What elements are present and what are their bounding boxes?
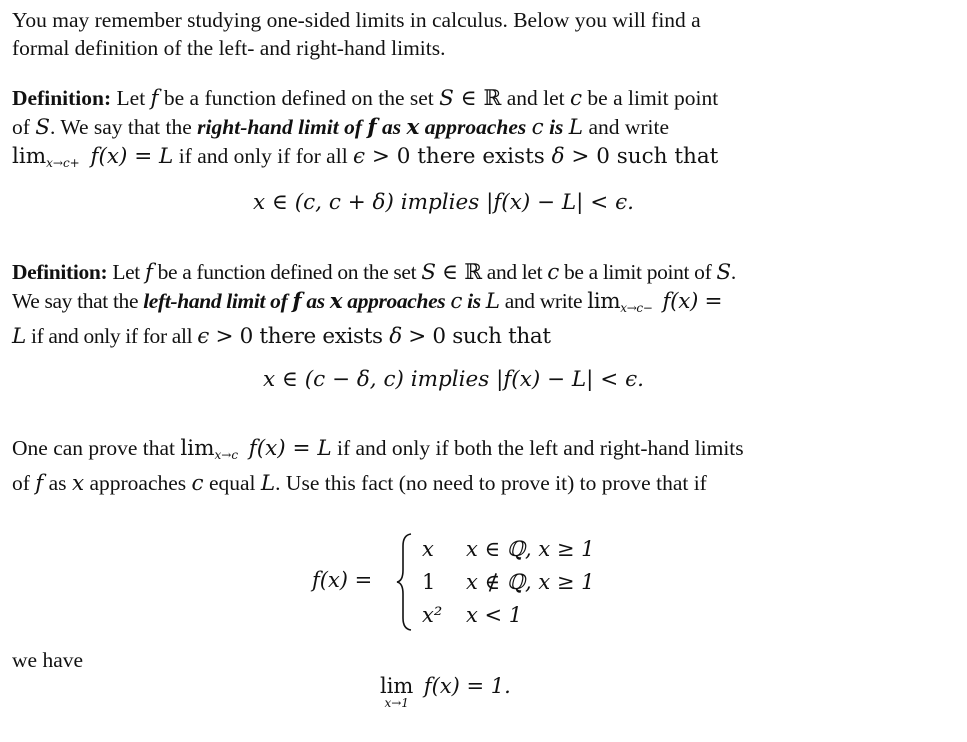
math-f: f xyxy=(35,471,44,496)
text: We say that the xyxy=(12,289,144,313)
lim-subscript: x→c xyxy=(214,448,239,462)
definition-label: Definition: xyxy=(12,260,108,284)
math-S: S xyxy=(35,115,51,140)
right-hand-display-equation: x ∈ (c, c + δ) implies |f(x) − L| < ϵ. xyxy=(253,190,634,215)
math-R: ℝ xyxy=(483,86,502,111)
math-epsilon: ϵ xyxy=(197,324,209,349)
piecewise-function xyxy=(312,532,612,632)
final-expression: f(x) = 1. xyxy=(423,674,511,698)
text: if and only if both the left and right-hand limits xyxy=(331,436,744,460)
piecewise-row xyxy=(422,534,595,564)
text: of xyxy=(12,115,36,139)
math-R: ℝ xyxy=(464,260,482,285)
math-f: f xyxy=(144,260,153,285)
text: and write xyxy=(583,115,670,139)
text: > 0 there exists xyxy=(208,324,390,349)
lim-operator: lim x→1 xyxy=(380,674,414,710)
math-delta: δ xyxy=(389,324,402,349)
lim-subscript: x→c+ xyxy=(46,156,80,170)
math-x: x xyxy=(71,471,85,496)
math-eq: = xyxy=(127,144,160,169)
text: be a limit point xyxy=(582,86,719,110)
text: One can prove that xyxy=(12,436,181,460)
text: . We say that the xyxy=(50,115,198,139)
math-c: c xyxy=(570,86,583,111)
math-epsilon: ϵ xyxy=(353,144,366,169)
text: be a function defined on the set xyxy=(152,260,422,284)
text: if and only if for all xyxy=(173,144,354,168)
piecewise-value: x² xyxy=(422,603,443,627)
text: equal xyxy=(203,471,261,495)
definition-label: Definition: xyxy=(12,86,112,110)
text: and write xyxy=(499,289,588,313)
text: > 0 such that xyxy=(401,324,551,349)
text: > 0 there exists xyxy=(365,144,552,169)
math-S: S xyxy=(421,260,436,285)
intro-line-2: formal definition of the left- and right-hand limits. xyxy=(12,36,446,60)
text: if and only if for all xyxy=(25,324,198,348)
text: be a function defined on the set xyxy=(158,86,440,110)
math-fx: f(x) xyxy=(90,144,128,169)
math-S: S xyxy=(716,260,731,285)
math-L: L xyxy=(260,471,276,496)
text: and let xyxy=(481,260,548,284)
intro-paragraph xyxy=(12,6,896,62)
lim-subscript: x→c− xyxy=(620,301,653,315)
left-brace-icon xyxy=(396,532,414,632)
proof-paragraph xyxy=(12,434,896,498)
we-have-text: we have xyxy=(12,648,84,672)
lim-operator: lim xyxy=(180,436,215,461)
text: . Use this fact (no need to prove it) to prove that if xyxy=(275,471,707,495)
math-L: L xyxy=(568,115,584,140)
piecewise-value: x xyxy=(422,537,434,561)
right-hand-phrase: right-hand limit of f as x approaches c is xyxy=(197,115,569,140)
piecewise-value: 1 xyxy=(422,570,436,594)
math-fx: f(x) xyxy=(662,289,699,314)
math-c: c xyxy=(191,471,204,496)
right-hand-definition xyxy=(12,84,896,177)
math-delta: δ xyxy=(551,144,565,169)
lim-operator: lim xyxy=(587,289,621,314)
math-eq: = xyxy=(698,289,723,314)
text: > 0 such that xyxy=(564,144,719,169)
final-limit-equation xyxy=(380,674,511,709)
math-in: ∈ xyxy=(453,86,484,111)
piecewise-condition: x < 1 xyxy=(466,603,523,627)
math-S: S xyxy=(439,86,454,111)
text: approaches xyxy=(84,471,192,495)
left-hand-definition: Definition: Let f be a function defined on the set S ∈ ℝ and let c be a limit point of S. We say that the left-hand limit of f as x approaches c is L and write limx→c− f(x) = L if and only if for all ϵ > 0 there exists δ > 0 such that xyxy=(12,260,736,349)
piecewise-condition: x ∈ ℚ, x ≥ 1 xyxy=(466,537,595,561)
text: and let xyxy=(501,86,570,110)
piecewise-row xyxy=(422,600,522,630)
text: of xyxy=(12,471,36,495)
text: be a limit point of xyxy=(558,260,717,284)
math-L: L xyxy=(485,289,500,314)
intro-line-1: You may remember studying one-sided limits in calculus. Below you will find a xyxy=(12,8,701,32)
math-L: L xyxy=(317,436,332,461)
math-eq: = xyxy=(285,436,318,461)
math-c: c xyxy=(547,260,559,285)
text: Let xyxy=(107,260,145,284)
math-L: L xyxy=(12,324,26,349)
left-hand-display-equation: x ∈ (c − δ, c) implies |f(x) − L| < ϵ. xyxy=(263,367,644,392)
piecewise-lhs: f(x) = xyxy=(312,568,373,592)
piecewise-condition: x ∉ ℚ, x ≥ 1 xyxy=(466,570,595,594)
math-in: ∈ xyxy=(435,260,465,285)
piecewise-row xyxy=(422,567,595,597)
text: Let xyxy=(111,86,151,110)
text: as xyxy=(43,471,72,495)
lim-subscript: x→1 xyxy=(384,696,409,710)
lim-operator: lim xyxy=(12,144,47,169)
math-fx: f(x) xyxy=(248,436,286,461)
left-hand-phrase: left-hand limit of f as x approaches c is xyxy=(143,289,486,314)
math-f: f xyxy=(150,86,159,111)
math-L: L xyxy=(159,144,174,169)
